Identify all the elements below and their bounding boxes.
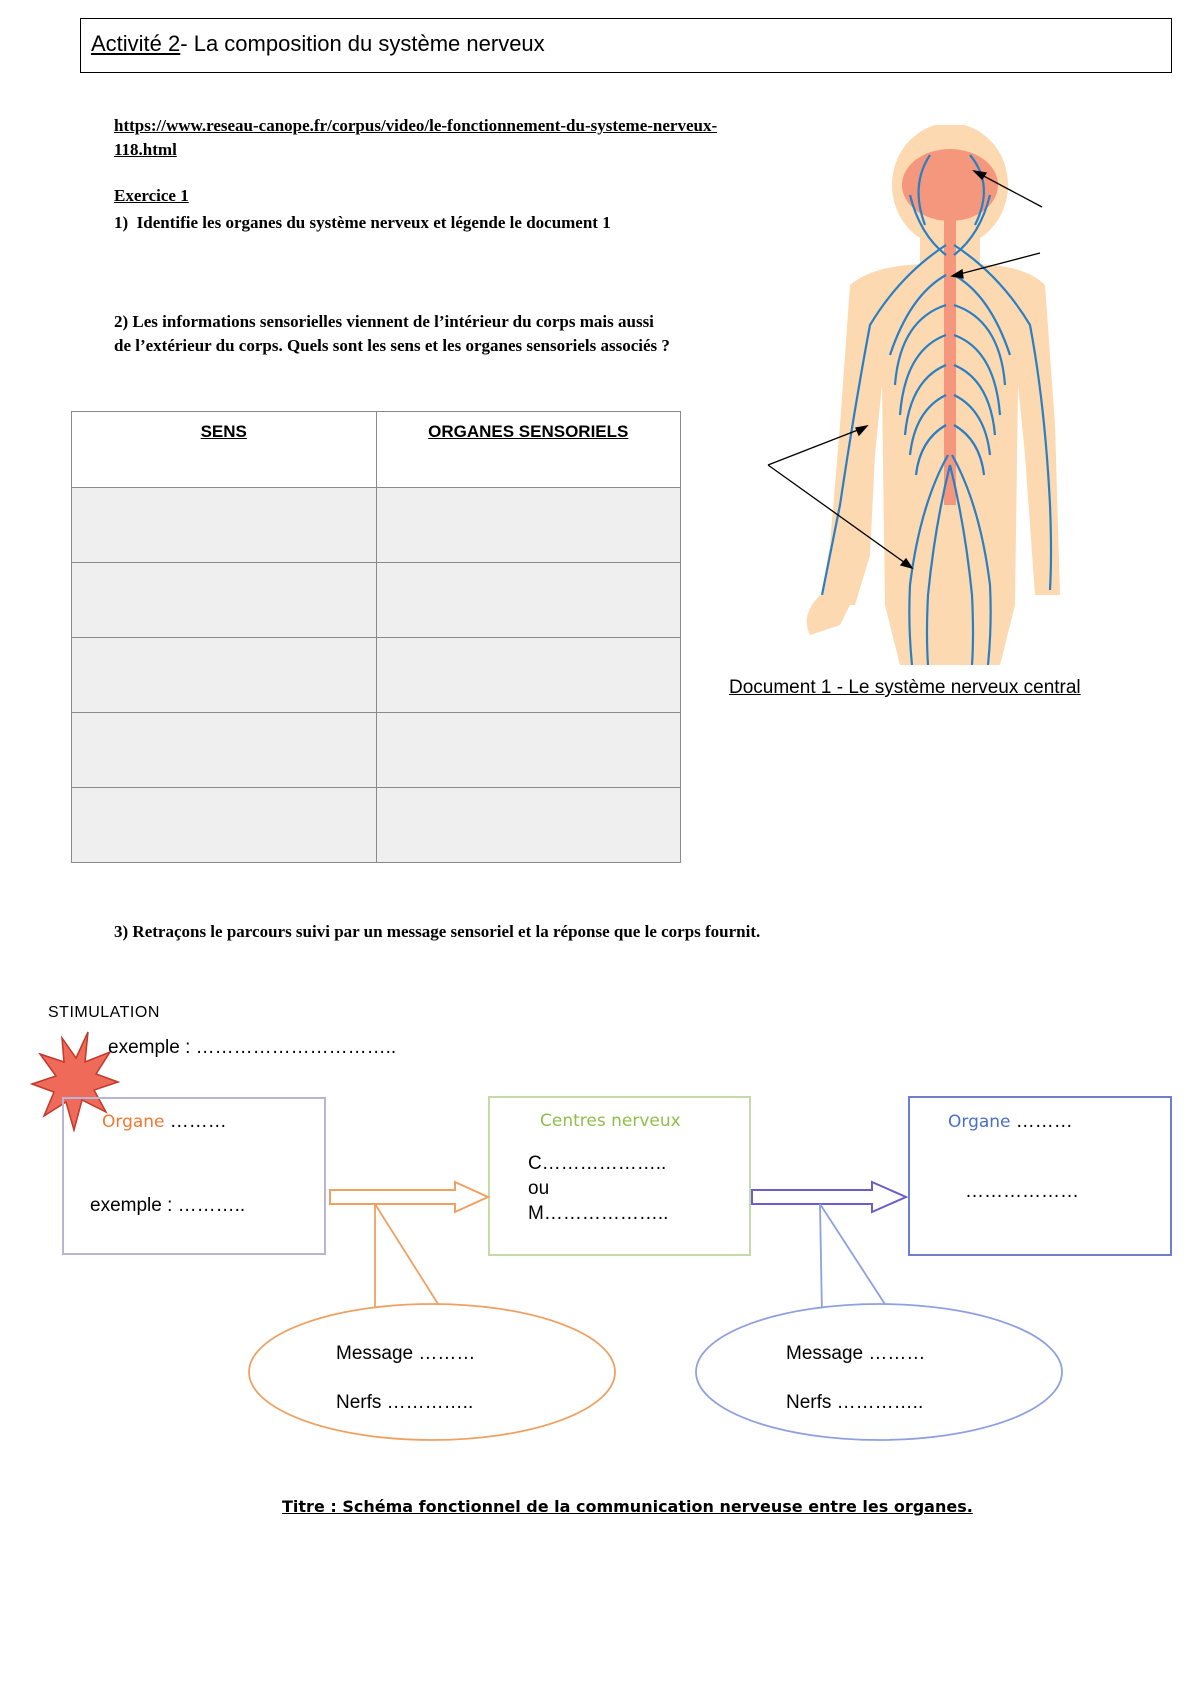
left-callout-pointer: [375, 1204, 445, 1315]
right-message-line: Message ………: [786, 1343, 926, 1364]
nervous-system-illustration: [760, 125, 1060, 665]
page-title: [91, 31, 545, 57]
answer-cell[interactable]: [376, 563, 681, 638]
table-row: [72, 563, 681, 638]
question-1: [114, 210, 634, 235]
title-prefix: Activité 2: [91, 31, 181, 56]
answer-cell[interactable]: [376, 638, 681, 713]
afferent-arrow: [330, 1182, 488, 1212]
answer-cell[interactable]: [72, 563, 377, 638]
efferent-arrow: [752, 1182, 906, 1212]
left-nerves-line: Nerfs …………..: [336, 1392, 474, 1413]
sensory-organ-example: exemple : ………..: [90, 1195, 246, 1216]
effector-organ-heading: [948, 1111, 1073, 1133]
table-row: [72, 713, 681, 788]
schema-title: Titre : Schéma fonctionnel de la communication nerveuse entre les organes.: [282, 1497, 973, 1516]
sensory-organ-heading: [102, 1111, 227, 1133]
effector-organ-value: ………………: [965, 1181, 1079, 1202]
nerve-centres-label: Centres nerveux: [540, 1111, 681, 1131]
effector-organ-label: Organe: [948, 1112, 1011, 1132]
left-message-text: [336, 1329, 475, 1427]
answer-cell[interactable]: [376, 788, 681, 863]
schema-connectors: [0, 1160, 1200, 1450]
column-header-organes: ORGANES SENSORIELS: [376, 412, 681, 488]
question-2: 2) Les informations sensorielles viennent de l’intérieur du corps mais aussi de l’extérieur du corps. Quels sont les sens et les organes sensoriels associés ?: [114, 312, 670, 355]
table-header-row: [72, 412, 681, 488]
question-1-number: 1): [114, 213, 129, 232]
stimulation-example: exemple : …………………………..: [108, 1037, 397, 1058]
answer-cell[interactable]: [376, 713, 681, 788]
right-callout-pointer: [820, 1204, 892, 1315]
title-rest: - La composition du système nerveux: [180, 31, 545, 56]
answer-cell[interactable]: [72, 488, 377, 563]
question-3: 3) Retraçons le parcours suivi par un message sensoriel et la réponse que le corps fournit.: [114, 922, 761, 941]
question-1-text: Identifie les organes du système nerveux et légende le document 1: [136, 213, 611, 232]
centre-blank-c: C………………..: [528, 1153, 667, 1174]
right-message-text: [786, 1329, 925, 1427]
table-row: [72, 638, 681, 713]
title-box: [80, 18, 1172, 73]
left-message-line: Message ………: [336, 1343, 476, 1364]
centre-ou: ou: [528, 1178, 550, 1199]
answer-cell[interactable]: [376, 488, 681, 563]
sensory-organ-label: Organe: [102, 1112, 165, 1132]
right-nerves-line: Nerfs …………..: [786, 1392, 924, 1413]
answer-cell[interactable]: [72, 638, 377, 713]
sensory-organ-blank: ………: [164, 1111, 227, 1132]
stimulation-label: STIMULATION: [48, 1004, 160, 1021]
video-link[interactable]: https://www.reseau-canope.fr/corpus/video/le-fonctionnement-du-systeme-nerveux-118.html: [114, 116, 718, 159]
centre-blank-m: M………………..: [528, 1203, 669, 1224]
table-row: [72, 488, 681, 563]
senses-table: [71, 411, 681, 863]
column-header-sens: SENS: [72, 412, 377, 488]
table-row: [72, 788, 681, 863]
document-1-caption: Document 1 - Le système nerveux central: [729, 677, 1081, 698]
effector-organ-blank: ………: [1010, 1111, 1073, 1132]
answer-cell[interactable]: [72, 713, 377, 788]
answer-cell[interactable]: [72, 788, 377, 863]
exercise-label: Exercice 1: [114, 186, 189, 205]
